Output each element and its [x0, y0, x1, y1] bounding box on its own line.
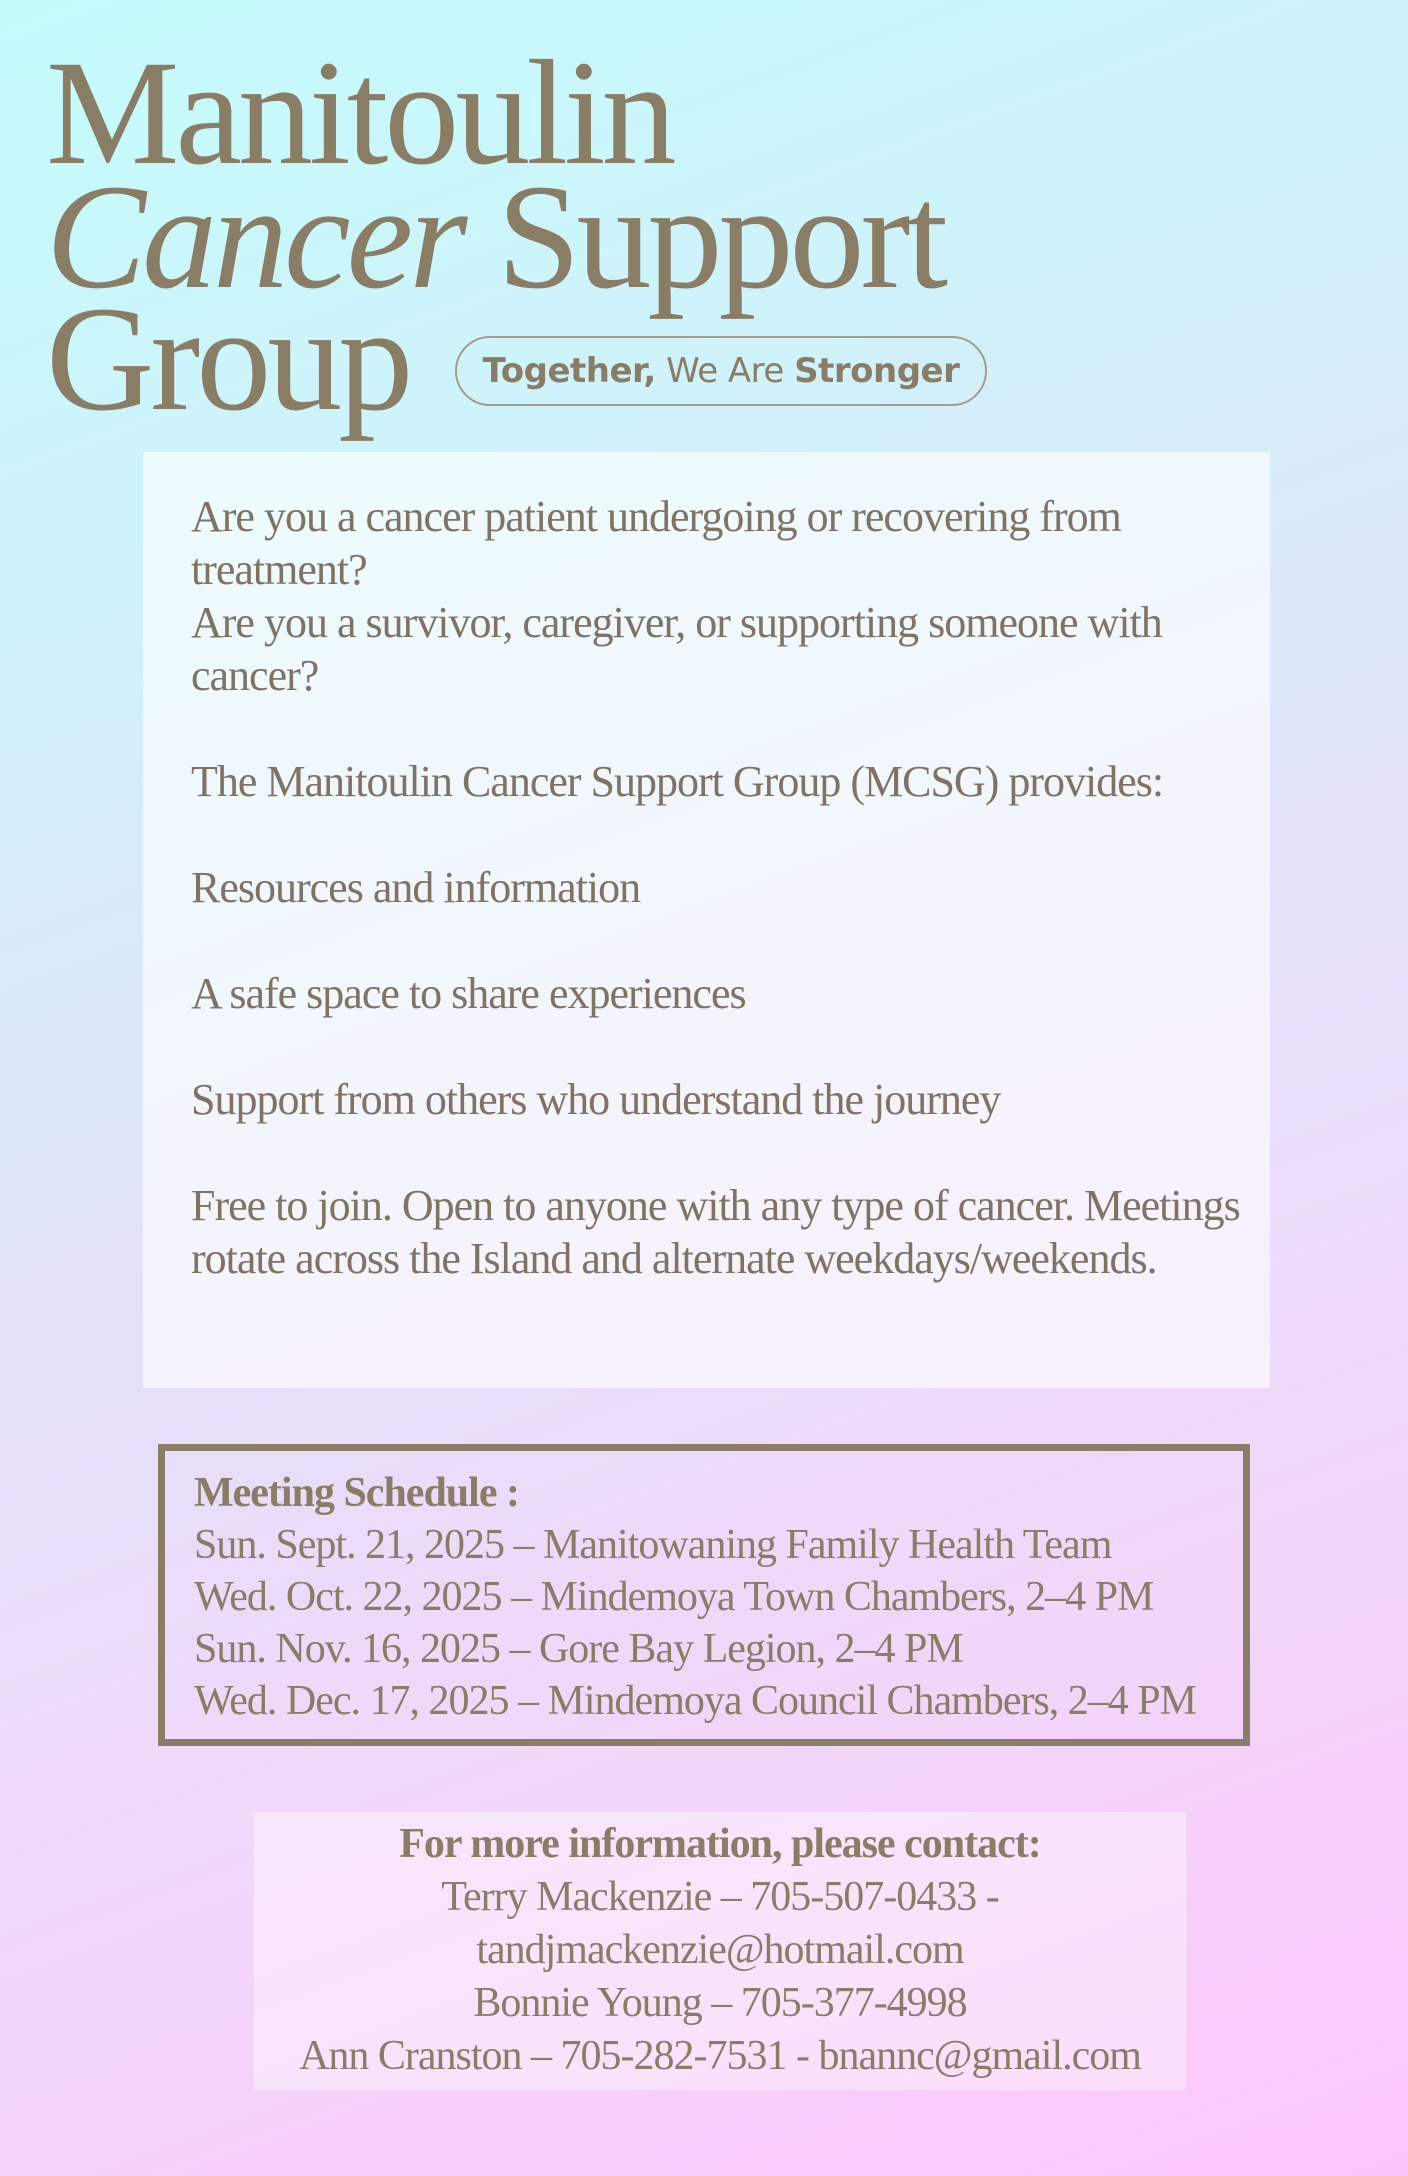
intro-provides: The Manitoulin Cancer Support Group (MCSG) provides:: [191, 757, 1164, 806]
contact-line-bonnie: Bonnie Young – 705-377-4998: [473, 1980, 967, 2026]
intro-question-survivor: Are you a survivor, caregiver, or supporting someone with cancer?: [191, 598, 1162, 700]
schedule-entry: Sun. Sept. 21, 2025 – Manitowaning Family Health Team: [194, 1522, 1112, 1568]
intro-panel: [143, 452, 1270, 1388]
title-word-support: Support: [497, 154, 945, 320]
contact-email-terry: tandjmackenzie@hotmail.com: [476, 1927, 964, 1973]
title-line-manitoulin: Manitoulin: [46, 30, 673, 196]
contact-line-ann: Ann Cranston – 705-282-7531 - bnannc@gmail.com: [299, 2033, 1141, 2079]
intro-item-support: Support from others who understand the journey: [191, 1075, 1001, 1124]
title-line-group: Group: [46, 276, 410, 442]
tagline-stronger: Stronger: [794, 351, 960, 391]
schedule-entry: Sun. Nov. 16, 2025 – Gore Bay Legion, 2–4 PM: [194, 1626, 963, 1672]
schedule-entry: Wed. Oct. 22, 2025 – Mindemoya Town Chambers, 2–4 PM: [194, 1574, 1154, 1620]
contact-heading: For more information, please contact:: [399, 1821, 1041, 1867]
schedule-heading: Meeting Schedule :: [194, 1470, 519, 1516]
contact-panel: [254, 1812, 1186, 2090]
contact-line-terry: Terry Mackenzie – 705-507-0433 -: [441, 1874, 999, 1920]
intro-free-to-join: Free to join. Open to anyone with any type of cancer. Meetings rotate across the Island and alternate weekdays/weekends.: [191, 1181, 1240, 1283]
intro-question-patient: Are you a cancer patient undergoing or recovering from treatment?: [191, 492, 1121, 594]
intro-item-resources: Resources and information: [191, 863, 641, 912]
meeting-schedule-panel: [158, 1444, 1250, 1746]
schedule-entry: Wed. Dec. 17, 2025 – Mindemoya Council Chambers, 2–4 PM: [194, 1678, 1196, 1724]
tagline-we-are: We Are: [666, 351, 784, 391]
tagline-badge: [455, 336, 987, 406]
title-word-cancer: Cancer: [46, 154, 464, 320]
tagline-together: Together,: [482, 351, 656, 391]
intro-item-safe-space: A safe space to share experiences: [191, 969, 746, 1018]
